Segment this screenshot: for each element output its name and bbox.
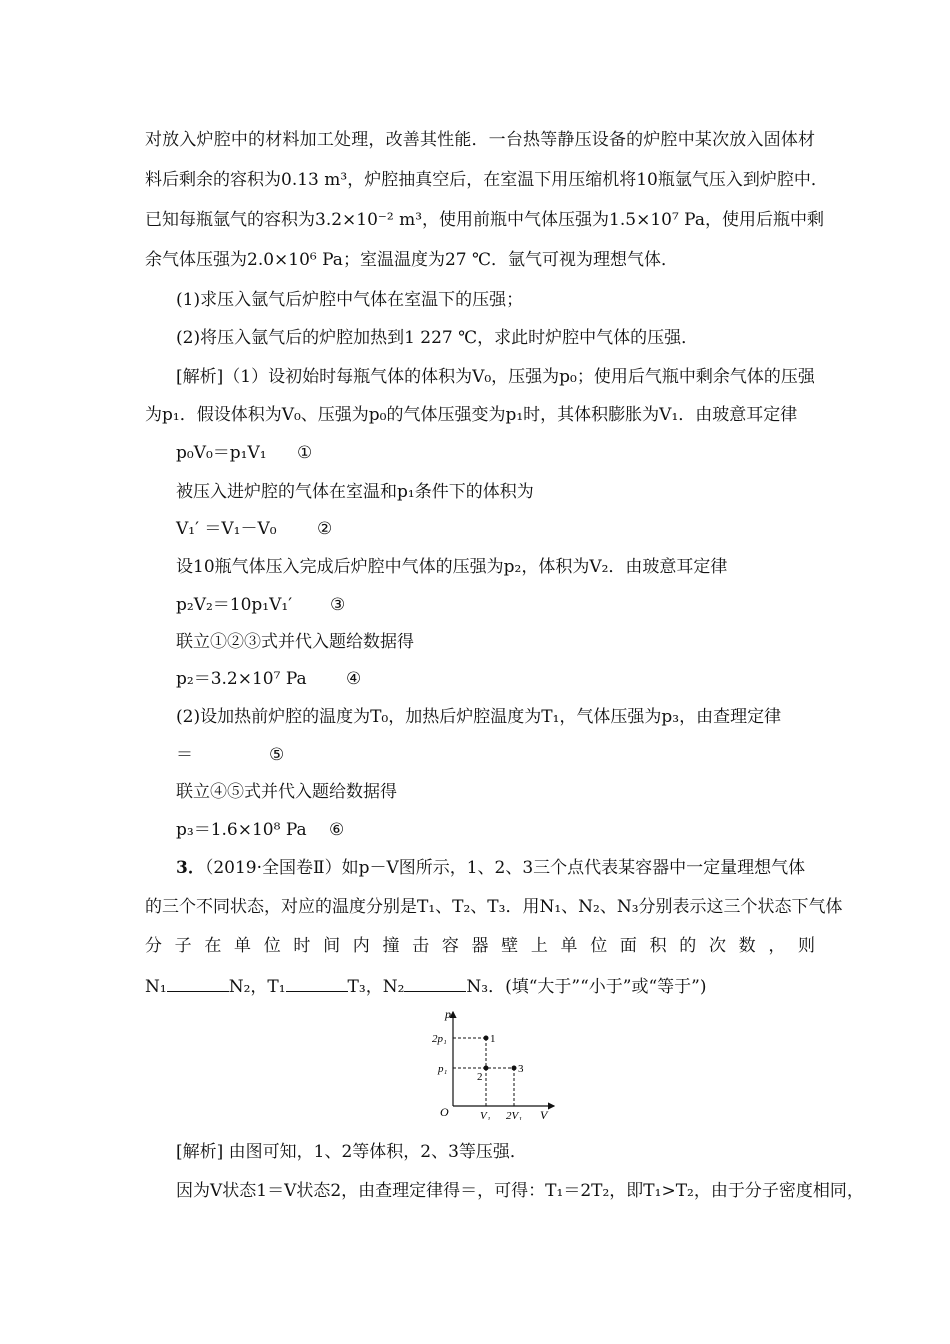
problem-3-stem-2: 的三个不同状态，对应的温度分别是T₁、T₂、T₃．用N₁、N₂、N₃分别表示这三个状态下气体 <box>145 897 843 917</box>
solution-1-line-b: 为p₁．假设体积为V₀、压强为p₀的气体压强变为p₁时，其体积膨胀为V₁．由玻意耳定律 <box>145 405 798 425</box>
fill-label-n3: N₃．(填“大于”“小于”或“等于”) <box>466 977 707 997</box>
answer-blank-2[interactable] <box>286 977 348 992</box>
intro-line-2: 料后剩余的容积为0.13 m³，炉腔抽真空后，在室温下用压缩机将10瓶氩气压入到炉腔中． <box>145 170 828 190</box>
state-point-2 <box>484 1066 489 1071</box>
equation-2: V₁′ ＝V₁－V₀ <box>176 519 277 539</box>
answer-blank-1[interactable] <box>167 977 229 992</box>
y-axis-label: p <box>445 1008 451 1021</box>
equation-3: p₂V₂＝10p₁V₁′ <box>176 595 293 615</box>
equation-1: p₀V₀＝p₁V₁ <box>176 443 267 463</box>
marker-1: ① <box>297 443 313 463</box>
solution-1-line-a: [解析]（1）设初始时每瓶气体的体积为V₀，压强为p₀；使用后气瓶中剩余气体的压强 <box>176 367 815 387</box>
marker-2: ② <box>317 519 333 539</box>
x-axis-label: V <box>540 1108 548 1120</box>
text-line-c: 联立①②③式并代入题给数据得 <box>176 632 414 652</box>
problem-3-solution-b: 因为V状态1＝V状态2，由查理定律得＝，可得：T₁＝2T₂，即T₁>T₂，由于分子密度相同， <box>176 1181 864 1201</box>
tick-2p1: 2p₁ <box>432 1033 447 1045</box>
problem-3-number: 3． <box>176 858 205 878</box>
text-line-b: 设10瓶气体压入完成后炉腔中气体的压强为p₂，体积为V₂．由玻意耳定律 <box>176 557 728 577</box>
equation-6: p₃＝1.6×10⁸ Pa <box>176 820 307 840</box>
problem-3-solution-a: [解析] 由图可知，1、2等体积，2、3等压强． <box>176 1142 527 1162</box>
question-1: (1)求压入氩气后炉腔中气体在室温下的压强； <box>176 290 524 310</box>
pv-graph <box>420 1008 560 1120</box>
tick-v1: V₁ <box>480 1110 491 1120</box>
text-line-a: 被压入进炉腔的气体在室温和p₁条件下的体积为 <box>176 482 534 502</box>
tick-2v1: 2V₁ <box>506 1110 523 1120</box>
point-label-2: 2 <box>477 1071 483 1083</box>
marker-3: ③ <box>330 595 346 615</box>
fill-label-t3: T₃，N₂ <box>347 977 405 997</box>
intro-line-1: 对放入炉腔中的材料加工处理，改善其性能．一台热等静压设备的炉腔中某次放入固体材 <box>145 130 815 150</box>
point-label-3: 3 <box>518 1063 524 1075</box>
point-label-1: 1 <box>490 1033 496 1045</box>
problem-3-stem-1-text: （2019·全国卷Ⅱ）如p－V图所示，1、2、3三个点代表某容器中一定量理想气体 <box>204 858 806 878</box>
marker-6: ⑥ <box>329 820 345 840</box>
equation-5: ＝ <box>176 745 193 765</box>
text-line-d: 联立④⑤式并代入题给数据得 <box>176 782 397 802</box>
problem-3-fill-line <box>145 975 815 999</box>
fill-label-n1: N₁ <box>145 977 167 997</box>
question-2: (2)将压入氩气后的炉腔加热到1 227 ℃，求此时炉腔中气体的压强． <box>176 328 699 348</box>
origin-label: O <box>440 1105 449 1119</box>
state-point-3 <box>512 1066 517 1071</box>
solution-2: (2)设加热前炉腔的温度为T₀，加热后炉腔温度为T₁，气体压强为p₃，由查理定律 <box>176 707 782 727</box>
problem-3-stem-3: 分子在单位时间内撞击容器壁上单位面积的次数，则 <box>145 936 815 956</box>
state-point-1 <box>484 1036 489 1041</box>
equation-4: p₂＝3.2×10⁷ Pa <box>176 669 307 689</box>
marker-4: ④ <box>346 669 362 689</box>
marker-5: ⑤ <box>269 745 285 765</box>
intro-line-4: 余气体压强为2.0×10⁶ Pa；室温温度为27 ℃．氩气可视为理想气体． <box>145 250 678 270</box>
intro-line-3: 已知每瓶氩气的容积为3.2×10⁻² m³，使用前瓶中气体压强为1.5×10⁷ Pa，使用后瓶中剩 <box>145 210 824 230</box>
tick-p1: p₁ <box>438 1063 448 1075</box>
fill-label-n2: N₂，T₁ <box>228 977 286 997</box>
answer-blank-3[interactable] <box>404 977 466 992</box>
problem-3-stem-1 <box>176 856 816 880</box>
